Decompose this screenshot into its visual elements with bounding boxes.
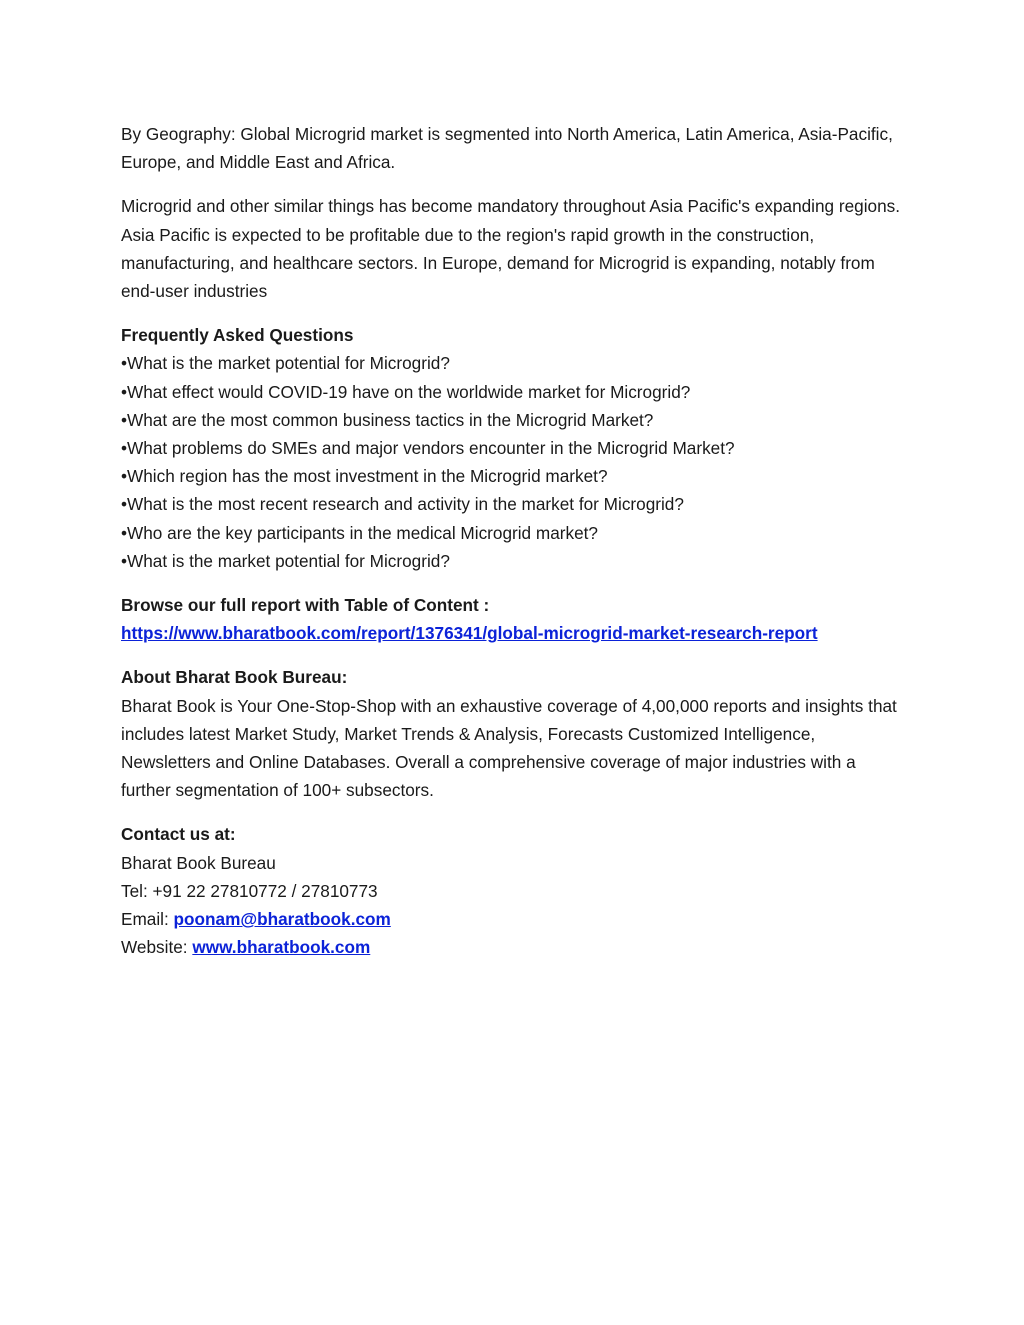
faq-item: •What are the most common business tactics in the Microgrid Market? — [121, 409, 654, 430]
about-section — [121, 663, 901, 804]
faq-item: •Which region has the most investment in the Microgrid market? — [121, 466, 608, 487]
email-label: Email: — [121, 909, 174, 930]
contact-website-line — [121, 933, 901, 961]
email-link[interactable]: poonam@bharatbook.com — [173, 909, 391, 930]
report-link[interactable]: https://www.bharatbook.com/report/1376341/global-microgrid-market-research-report — [121, 623, 818, 644]
faq-section — [121, 321, 901, 575]
report-link-line — [121, 619, 901, 647]
faq-list — [121, 349, 901, 575]
faq-heading: Frequently Asked Questions — [121, 325, 354, 346]
faq-item: •What is the most recent research and activity in the market for Microgrid? — [121, 494, 684, 515]
contact-section — [121, 820, 901, 961]
contact-heading: Contact us at: — [121, 824, 236, 845]
regional-paragraph: Microgrid and other similar things has become mandatory throughout Asia Pacific's expanding regions. Asia Pacific is expected to be profitable due to the region's rapid growth in the construction, manufacturing, and healthcare sectors. In Europe, demand for Microgrid is expanding, notably from end-user industries — [121, 196, 901, 302]
faq-item: •What problems do SMEs and major vendors encounter in the Microgrid Market? — [121, 438, 735, 459]
faq-item: •What effect would COVID-19 have on the worldwide market for Microgrid? — [121, 381, 691, 402]
faq-item: •Who are the key participants in the medical Microgrid market? — [121, 522, 598, 543]
contact-company: Bharat Book Bureau — [121, 852, 276, 873]
contact-tel: Tel: +91 22 27810772 / 27810773 — [121, 880, 378, 901]
website-link[interactable]: www.bharatbook.com — [192, 937, 371, 958]
contact-email-line — [121, 905, 901, 933]
about-paragraph: Bharat Book is Your One-Stop-Shop with an exhaustive coverage of 4,00,000 reports and insights that includes latest Market Study, Market Trends & Analysis, Forecasts Customized Intelligence, Newsletters and Online Databases. Overall a comprehensive coverage of major industries with a further segmentation of 100+ subsectors. — [121, 695, 897, 801]
document-page — [121, 120, 901, 961]
geography-paragraph: By Geography: Global Microgrid market is segmented into North America, Latin America, Asia-Pacific, Europe, and Middle East and Africa. — [121, 124, 893, 173]
browse-section — [121, 591, 901, 647]
website-label: Website: — [121, 937, 193, 958]
faq-item: •What is the market potential for Microgrid? — [121, 550, 450, 571]
browse-heading: Browse our full report with Table of Content : — [121, 595, 490, 616]
about-heading: About Bharat Book Bureau: — [121, 667, 348, 688]
faq-item: •What is the market potential for Microgrid? — [121, 353, 450, 374]
